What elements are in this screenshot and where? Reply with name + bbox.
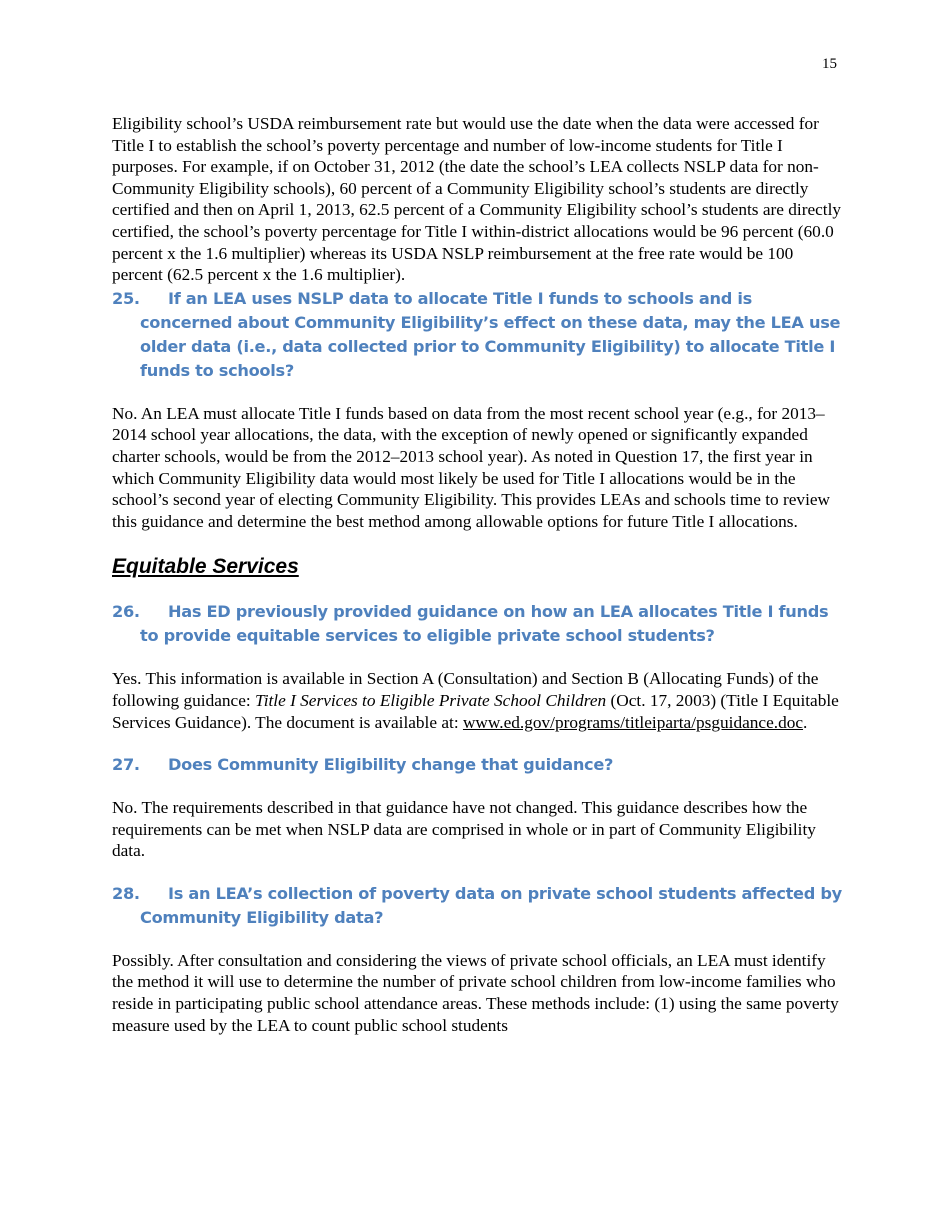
section-heading-equitable-services: Equitable Services xyxy=(112,555,299,579)
answer-26-text-2: (Oct. 17, 2003) (Title I Equitable Services Guidance). The document is available at: xyxy=(112,690,839,732)
question-28-text: Is an LEA’s collection of poverty data on private school students affected by Community Eligibility data? xyxy=(140,883,842,927)
question-26-number: 26. xyxy=(112,602,140,622)
answer-26-text-1: Yes. This information is available in Section A (Consultation) and Section B (Allocating Funds) of the following guidance: xyxy=(112,669,819,710)
question-28-number: 28. xyxy=(112,883,140,903)
intro-paragraph: Eligibility school’s USDA reimbursement rate but would use the date when the data were accessed for Title I to establish the school’s poverty percentage and number of low-income students for Title I purposes. For example, if on October 31, 2012 (the date the school’s LEA collects NSLP data for non-Community Eligibility schools), 60 percent of a Community Eligibility school’s students are directly certified and then on April 1, 2013, 62.5 percent of a Community Eligibility school’s students are directly certified, the school’s poverty percentage for Title I within-district allocations would be 96 percent (60.0 percent x the 1.6 multiplier) whereas its USDA NSLP reimbursement at the free rate would be 100 percent (62.5 percent x the 1.6 multiplier). xyxy=(112,114,842,285)
page-content xyxy=(112,113,842,1036)
question-27-number: 27. xyxy=(112,755,140,775)
answer-26 xyxy=(112,668,842,733)
page-number: 15 xyxy=(822,56,837,72)
answer-27: No. The requirements described in that guidance have not changed. This guidance describes how the requirements can be met when NSLP data are comprised in whole or in part of Community Eligibility data. xyxy=(112,798,816,861)
question-26 xyxy=(112,600,842,648)
question-26-text: Has ED previously provided guidance on how an LEA allocates Title I funds to provide equitable services to eligible private school students? xyxy=(140,602,829,646)
question-27 xyxy=(112,753,842,777)
question-25-number: 25. xyxy=(112,288,140,308)
question-25-text: If an LEA uses NSLP data to allocate Title I funds to schools and is concerned about Community Eligibility’s effect on these data, may the LEA use older data (i.e., data collected prior to Community Eligibility) to allocate Title I funds to schools? xyxy=(140,288,841,380)
question-25 xyxy=(112,287,842,383)
answer-28: Possibly. After consultation and considering the views of private school officials, an LEA must identify the method it will use to determine the number of private school children from low-income families who reside in participating public school attendance areas. These methods include: (1) using the same poverty measure used by the LEA to count public school students xyxy=(112,950,839,1035)
guidance-title: Title I Services to Eligible Private School Children xyxy=(255,690,607,710)
guidance-link[interactable]: www.ed.gov/programs/titleiparta/psguidance.doc xyxy=(462,712,804,732)
question-27-text: Does Community Eligibility change that guidance? xyxy=(168,755,614,775)
answer-26-end: . xyxy=(803,712,808,732)
answer-25: No. An LEA must allocate Title I funds based on data from the most recent school year (e.g., for 2013–2014 school year allocations, the data, with the exception of newly opened or significantly expanded charter schools, would be from the 2012–2013 school year). As noted in Question 17, the first year in which Community Eligibility data would most likely be used for Title I allocations would be in the school’s second year of electing Community Eligibility. This provides LEAs and schools time to review this guidance and determine the best method among allowable options for future Title I allocations. xyxy=(112,403,831,531)
question-28 xyxy=(112,882,842,930)
